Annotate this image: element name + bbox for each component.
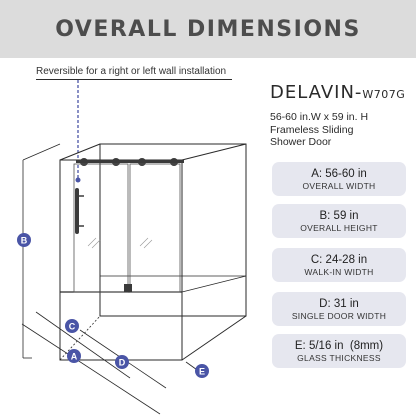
edge-bottom-right (182, 316, 246, 360)
spec-card-overall-height (272, 204, 406, 238)
dimension-marker-a (67, 349, 81, 363)
dimension-line-c (36, 312, 130, 378)
shower-door-diagram (0, 80, 262, 416)
roller-icon (170, 158, 178, 166)
track-bar (76, 160, 184, 163)
product-description (270, 111, 410, 149)
spec-label: SINGLE DOOR WIDTH (291, 310, 387, 321)
spec-card-single-door-width (272, 292, 406, 326)
dimension-marker-e (195, 364, 209, 378)
edge-top-right (182, 144, 246, 160)
description-line: Shower Door (270, 136, 332, 148)
dimension-marker-d (115, 355, 129, 369)
roller-icon (112, 158, 120, 166)
dimension-tick (23, 144, 60, 160)
edge-top-left (60, 144, 100, 160)
marker-label-c: C (68, 321, 76, 332)
dimension-marker-b (17, 233, 31, 247)
spec-value: E: 5/16 in (8mm) (294, 339, 384, 352)
roller-icon (138, 158, 146, 166)
door-handle-icon (75, 188, 79, 234)
spec-card-walk-in-width (272, 248, 406, 282)
spec-label: OVERALL WIDTH (302, 180, 376, 191)
installation-note: Reversible for a right or left wall installation (36, 66, 227, 77)
title-banner (0, 0, 416, 58)
spec-label: GLASS THICKNESS (297, 352, 381, 363)
back-wall (100, 144, 246, 316)
glass-panel-back (130, 164, 180, 292)
spec-value: D: 31 in (319, 297, 359, 310)
spec-value: C: 24-28 in (310, 253, 368, 266)
brand-title (270, 82, 405, 103)
spec-value: A: 56-60 in (311, 167, 367, 180)
glass-panel-front (74, 164, 128, 292)
spec-value: B: 59 in (319, 209, 359, 222)
marker-label-a: A (70, 351, 78, 362)
marker-label-e: E (198, 366, 206, 377)
roller-icon (80, 158, 88, 166)
spec-card-overall-width (272, 162, 406, 196)
marker-label-d: D (118, 357, 126, 368)
description-line: 56-60 in.W x 59 in. H (270, 111, 369, 123)
dimension-marker-c (65, 319, 79, 333)
spec-label: OVERALL HEIGHT (300, 222, 378, 233)
description-line: Frameless Sliding (270, 123, 354, 136)
spec-card-glass-thickness (272, 334, 406, 368)
tub-side (182, 276, 246, 292)
marker-label-b: B (20, 235, 28, 246)
leader-dot (76, 178, 81, 183)
spec-label: WALK-IN WIDTH (304, 266, 374, 277)
brand-model: W707G (362, 88, 406, 101)
brand-name: DELAVIN- (270, 82, 363, 103)
page-title: OVERALL DIMENSIONS (55, 16, 361, 42)
bottom-guide (124, 284, 132, 292)
